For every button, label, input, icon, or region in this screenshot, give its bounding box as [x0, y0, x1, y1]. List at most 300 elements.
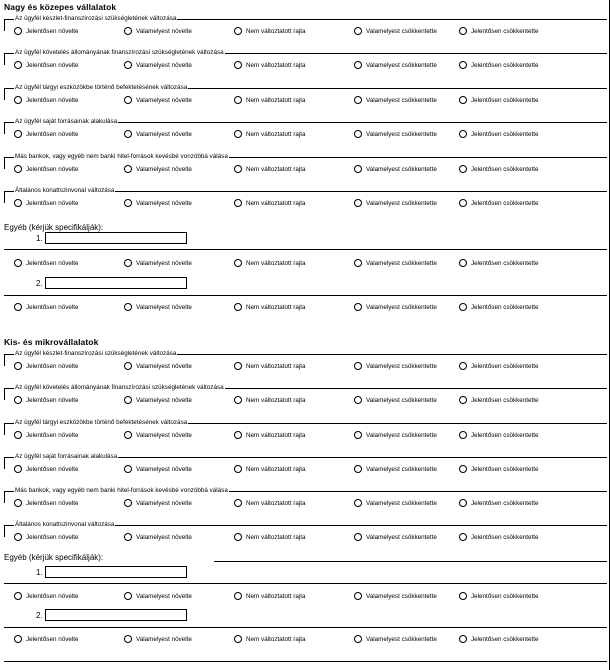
radio-circle-icon[interactable] [234, 199, 242, 207]
radio-circle-icon[interactable] [459, 465, 467, 473]
divider [4, 627, 607, 628]
radio-circle-icon[interactable] [124, 130, 132, 138]
other-item-number: 2. [36, 278, 43, 288]
radio-option[interactable] [124, 257, 192, 269]
question-group [4, 521, 607, 543]
radio-circle-icon[interactable] [234, 635, 242, 643]
option-label: Jelentősen növelte [26, 259, 79, 267]
radio-option[interactable] [234, 25, 306, 37]
other-text-input[interactable] [45, 232, 187, 244]
option-label: Valamelyest növelte [136, 635, 192, 643]
option-label: Jelentősen növelte [26, 96, 79, 104]
option-label: Jelentősen növelte [26, 592, 79, 600]
radio-circle-icon[interactable] [354, 130, 362, 138]
question-label: Általános konattszinvonal változása [15, 187, 115, 194]
radio-option[interactable] [354, 429, 437, 441]
option-label: Jelentősen növelte [26, 533, 79, 541]
radio-circle-icon[interactable] [354, 259, 362, 267]
question-label: Az ügyfél készlet-finanszírozási szükségletének változása [15, 15, 177, 22]
option-label: Valamelyest csökkentette [366, 130, 437, 138]
radio-circle-icon[interactable] [124, 635, 132, 643]
option-label: Valamelyest csökkentette [366, 27, 437, 35]
option-label: Nem változtatott rajta [246, 259, 306, 267]
radio-circle-icon[interactable] [124, 362, 132, 370]
radio-circle-icon[interactable] [124, 259, 132, 267]
section-title-small-micro: Kis- és mikrovállalatok [4, 337, 99, 347]
option-label: Jelentősen növelte [26, 499, 79, 507]
option-label: Nem változtatott rajta [246, 533, 306, 541]
radio-option[interactable] [459, 59, 539, 71]
divider [4, 249, 607, 250]
radio-option[interactable] [14, 257, 79, 269]
radio-option[interactable] [124, 59, 192, 71]
group-border [4, 19, 5, 31]
question-group [4, 153, 607, 175]
radio-circle-icon[interactable] [354, 362, 362, 370]
option-label: Jelentősen növelte [26, 635, 79, 643]
radio-circle-icon[interactable] [234, 592, 242, 600]
radio-circle-icon[interactable] [124, 165, 132, 173]
radio-circle-icon[interactable] [459, 130, 467, 138]
question-label: Más bankok, vagy egyéb nem banki hitel-források kevésbé vonzóbbá válása [15, 487, 228, 494]
radio-circle-icon[interactable] [14, 592, 22, 600]
option-label: Jelentősen csökkentette [471, 303, 539, 311]
radio-circle-icon[interactable] [14, 199, 22, 207]
radio-option[interactable] [124, 394, 192, 406]
radio-option[interactable] [459, 301, 539, 313]
group-border [4, 157, 5, 169]
radio-circle-icon[interactable] [124, 533, 132, 541]
radio-circle-icon[interactable] [234, 533, 242, 541]
radio-circle-icon[interactable] [459, 165, 467, 173]
question-group [4, 384, 607, 406]
question-label: Az ügyfél követelés állományának finanszírozási szükségletének változása [15, 49, 224, 56]
radio-circle-icon[interactable] [354, 396, 362, 404]
option-label: Jelentősen csökkentette [471, 592, 539, 600]
radio-circle-icon[interactable] [354, 635, 362, 643]
radio-circle-icon[interactable] [124, 431, 132, 439]
option-label: Jelentősen csökkentette [471, 259, 539, 267]
radio-option[interactable] [234, 531, 306, 543]
radio-option[interactable] [459, 497, 539, 509]
radio-option[interactable] [14, 197, 79, 209]
radio-circle-icon[interactable] [124, 303, 132, 311]
radio-option[interactable] [234, 463, 306, 475]
radio-circle-icon[interactable] [459, 431, 467, 439]
option-label: Jelentősen csökkentette [471, 533, 539, 541]
other-text-input[interactable] [45, 609, 187, 621]
option-label: Jelentősen növelte [26, 61, 79, 69]
radio-circle-icon[interactable] [459, 27, 467, 35]
radio-option[interactable] [14, 360, 79, 372]
radio-option[interactable] [459, 257, 539, 269]
group-border [4, 354, 5, 366]
radio-option[interactable] [124, 590, 192, 602]
option-label: Jelentősen növelte [26, 431, 79, 439]
radio-option[interactable] [234, 497, 306, 509]
other-label: Egyéb (kérjük specifikálják): [4, 223, 104, 232]
radio-option[interactable] [354, 590, 437, 602]
radio-option[interactable] [459, 163, 539, 175]
radio-circle-icon[interactable] [14, 27, 22, 35]
radio-circle-icon[interactable] [459, 635, 467, 643]
radio-option[interactable] [459, 429, 539, 441]
group-border [4, 491, 5, 503]
radio-option[interactable] [354, 128, 437, 140]
radio-circle-icon[interactable] [354, 199, 362, 207]
section-title-large-medium: Nagy és közepes vállalatok [4, 2, 117, 12]
radio-circle-icon[interactable] [459, 303, 467, 311]
option-label: Valamelyest csökkentette [366, 165, 437, 173]
radio-circle-icon[interactable] [14, 431, 22, 439]
radio-option[interactable] [124, 301, 192, 313]
option-label: Valamelyest csökkentette [366, 592, 437, 600]
option-label: Valamelyest növelte [136, 130, 192, 138]
radio-option[interactable] [354, 197, 437, 209]
radio-circle-icon[interactable] [234, 362, 242, 370]
radio-option[interactable] [354, 497, 437, 509]
option-label: Valamelyest növelte [136, 199, 192, 207]
radio-option[interactable] [124, 94, 192, 106]
radio-circle-icon[interactable] [459, 199, 467, 207]
radio-option[interactable] [234, 163, 306, 175]
radio-circle-icon[interactable] [234, 96, 242, 104]
radio-option[interactable] [234, 94, 306, 106]
radio-circle-icon[interactable] [234, 27, 242, 35]
radio-option[interactable] [354, 463, 437, 475]
group-border [4, 88, 5, 100]
radio-circle-icon[interactable] [459, 533, 467, 541]
radio-option[interactable] [459, 197, 539, 209]
radio-option[interactable] [234, 394, 306, 406]
option-label: Jelentősen csökkentette [471, 362, 539, 370]
radio-circle-icon[interactable] [124, 499, 132, 507]
radio-circle-icon[interactable] [354, 61, 362, 69]
other-item-number: 1. [36, 233, 43, 243]
other-item-number: 1. [36, 567, 43, 577]
option-label: Valamelyest növelte [136, 431, 192, 439]
option-label: Valamelyest csökkentette [366, 61, 437, 69]
radio-circle-icon[interactable] [354, 533, 362, 541]
option-label: Nem változtatott rajta [246, 61, 306, 69]
radio-circle-icon[interactable] [14, 362, 22, 370]
radio-circle-icon[interactable] [124, 27, 132, 35]
radio-option[interactable] [14, 633, 79, 645]
option-label: Jelentősen növelte [26, 396, 79, 404]
question-label: Általános konattszinvonal változása [15, 521, 115, 528]
radio-circle-icon[interactable] [14, 533, 22, 541]
radio-circle-icon[interactable] [124, 96, 132, 104]
option-label: Jelentősen csökkentette [471, 431, 539, 439]
radio-circle-icon[interactable] [354, 465, 362, 473]
option-label: Valamelyest növelte [136, 165, 192, 173]
radio-option[interactable] [354, 633, 437, 645]
other-options-row [14, 633, 604, 645]
option-label: Valamelyest növelte [136, 61, 192, 69]
radio-option[interactable] [124, 429, 192, 441]
question-group [4, 419, 607, 441]
radio-circle-icon[interactable] [14, 130, 22, 138]
option-label: Nem változtatott rajta [246, 130, 306, 138]
radio-circle-icon[interactable] [14, 499, 22, 507]
radio-circle-icon[interactable] [124, 592, 132, 600]
option-label: Valamelyest növelte [136, 303, 192, 311]
group-border [4, 457, 5, 469]
radio-circle-icon[interactable] [234, 259, 242, 267]
option-label: Valamelyest csökkentette [366, 96, 437, 104]
option-label: Valamelyest csökkentette [366, 259, 437, 267]
radio-option[interactable] [124, 128, 192, 140]
option-label: Valamelyest csökkentette [366, 199, 437, 207]
question-group [4, 453, 607, 475]
option-label: Valamelyest csökkentette [366, 499, 437, 507]
divider [214, 561, 607, 562]
question-group [4, 118, 607, 140]
other-item-1 [36, 566, 187, 578]
option-label: Jelentősen növelte [26, 362, 79, 370]
radio-circle-icon[interactable] [459, 499, 467, 507]
other-label: Egyéb (kérjük specifikálják): [4, 553, 104, 562]
radio-option[interactable] [459, 590, 539, 602]
radio-option[interactable] [459, 463, 539, 475]
option-label: Valamelyest növelte [136, 96, 192, 104]
radio-circle-icon[interactable] [14, 465, 22, 473]
radio-circle-icon[interactable] [354, 431, 362, 439]
radio-option[interactable] [354, 25, 437, 37]
divider [4, 295, 607, 296]
radio-option[interactable] [459, 25, 539, 37]
radio-option[interactable] [14, 429, 79, 441]
question-label: Az ügyfél követelés állományának finanszírozási szükségletének változása [15, 384, 224, 391]
radio-option[interactable] [14, 25, 79, 37]
other-options-row [14, 301, 604, 313]
radio-circle-icon[interactable] [14, 165, 22, 173]
question-group [4, 15, 607, 37]
question-group [4, 84, 607, 106]
option-label: Jelentősen csökkentette [471, 465, 539, 473]
option-label: Jelentősen csökkentette [471, 165, 539, 173]
option-label: Jelentősen csökkentette [471, 130, 539, 138]
radio-option[interactable] [14, 128, 79, 140]
group-border [4, 525, 5, 537]
radio-option[interactable] [459, 394, 539, 406]
option-label: Valamelyest csökkentette [366, 396, 437, 404]
radio-option[interactable] [14, 394, 79, 406]
radio-circle-icon[interactable] [234, 431, 242, 439]
question-label: Más bankok, vagy egyéb nem banki hitel-források kevésbé vonzóbbá válása [15, 153, 228, 160]
radio-option[interactable] [124, 163, 192, 175]
radio-circle-icon[interactable] [354, 592, 362, 600]
option-label: Jelentősen csökkentette [471, 499, 539, 507]
radio-option[interactable] [124, 633, 192, 645]
radio-option[interactable] [459, 531, 539, 543]
option-label: Nem változtatott rajta [246, 499, 306, 507]
radio-circle-icon[interactable] [459, 592, 467, 600]
radio-circle-icon[interactable] [459, 61, 467, 69]
other-options-row [14, 590, 604, 602]
option-label: Jelentősen csökkentette [471, 635, 539, 643]
option-label: Valamelyest növelte [136, 465, 192, 473]
radio-circle-icon[interactable] [14, 396, 22, 404]
radio-circle-icon[interactable] [14, 259, 22, 267]
option-label: Nem változtatott rajta [246, 165, 306, 173]
radio-option[interactable] [124, 25, 192, 37]
radio-option[interactable] [14, 531, 79, 543]
radio-option[interactable] [354, 531, 437, 543]
option-label: Nem változtatott rajta [246, 27, 306, 35]
radio-circle-icon[interactable] [354, 165, 362, 173]
group-border [4, 122, 5, 134]
option-label: Jelentősen csökkentette [471, 199, 539, 207]
radio-option[interactable] [14, 463, 79, 475]
option-label: Valamelyest csökkentette [366, 465, 437, 473]
radio-circle-icon[interactable] [14, 61, 22, 69]
radio-circle-icon[interactable] [459, 362, 467, 370]
radio-circle-icon[interactable] [124, 199, 132, 207]
option-label: Jelentősen növelte [26, 465, 79, 473]
option-label: Valamelyest csökkentette [366, 303, 437, 311]
group-border [4, 388, 5, 400]
other-item-1 [36, 232, 187, 244]
option-label: Nem változtatott rajta [246, 199, 306, 207]
other-item-2 [36, 277, 187, 289]
radio-circle-icon[interactable] [124, 61, 132, 69]
question-label: Az ügyfél saját forrásainak alakulása [15, 453, 118, 460]
radio-option[interactable] [354, 163, 437, 175]
question-group [4, 49, 607, 71]
question-group [4, 487, 607, 509]
option-label: Valamelyest növelte [136, 27, 192, 35]
option-label: Valamelyest csökkentette [366, 635, 437, 643]
question-label: Az ügyfél készlet-finanszírozási szükségletének változása [15, 350, 177, 357]
radio-option[interactable] [459, 360, 539, 372]
radio-option[interactable] [124, 531, 192, 543]
option-label: Jelentősen növelte [26, 199, 79, 207]
radio-option[interactable] [124, 197, 192, 209]
radio-option[interactable] [14, 590, 79, 602]
radio-option[interactable] [354, 360, 437, 372]
option-label: Nem változtatott rajta [246, 465, 306, 473]
radio-option[interactable] [14, 59, 79, 71]
option-label: Jelentősen növelte [26, 130, 79, 138]
radio-circle-icon[interactable] [124, 465, 132, 473]
radio-option[interactable] [234, 301, 306, 313]
radio-circle-icon[interactable] [354, 499, 362, 507]
option-label: Nem változtatott rajta [246, 96, 306, 104]
radio-option[interactable] [234, 197, 306, 209]
divider [4, 661, 607, 662]
radio-option[interactable] [124, 360, 192, 372]
radio-option[interactable] [459, 128, 539, 140]
radio-circle-icon[interactable] [234, 465, 242, 473]
radio-circle-icon[interactable] [459, 259, 467, 267]
question-label: Az ügyfél tárgyi eszközökbe történő befektetésének változása [15, 419, 188, 426]
radio-option[interactable] [124, 463, 192, 475]
radio-circle-icon[interactable] [14, 303, 22, 311]
option-label: Nem változtatott rajta [246, 362, 306, 370]
group-border [4, 423, 5, 435]
radio-option[interactable] [354, 59, 437, 71]
radio-option[interactable] [14, 163, 79, 175]
option-label: Jelentősen csökkentette [471, 27, 539, 35]
option-label: Valamelyest növelte [136, 499, 192, 507]
radio-option[interactable] [14, 94, 79, 106]
option-label: Valamelyest csökkentette [366, 431, 437, 439]
group-border [4, 53, 5, 65]
question-group [4, 187, 607, 209]
option-label: Jelentősen növelte [26, 27, 79, 35]
option-label: Jelentősen csökkentette [471, 61, 539, 69]
option-label: Valamelyest növelte [136, 533, 192, 541]
option-label: Nem változtatott rajta [246, 396, 306, 404]
question-label: Az ügyfél saját forrásainak alakulása [15, 118, 118, 125]
radio-option[interactable] [14, 301, 79, 313]
radio-option[interactable] [354, 94, 437, 106]
radio-circle-icon[interactable] [234, 61, 242, 69]
radio-circle-icon[interactable] [234, 396, 242, 404]
other-text-input[interactable] [45, 277, 187, 289]
radio-circle-icon[interactable] [234, 165, 242, 173]
radio-circle-icon[interactable] [234, 130, 242, 138]
option-label: Jelentősen növelte [26, 303, 79, 311]
radio-option[interactable] [234, 257, 306, 269]
radio-option[interactable] [124, 497, 192, 509]
radio-circle-icon[interactable] [14, 635, 22, 643]
radio-option[interactable] [459, 633, 539, 645]
radio-circle-icon[interactable] [459, 396, 467, 404]
group-border [4, 191, 5, 203]
divider [4, 583, 607, 584]
radio-circle-icon[interactable] [354, 96, 362, 104]
radio-option[interactable] [354, 257, 437, 269]
radio-circle-icon[interactable] [354, 303, 362, 311]
radio-option[interactable] [354, 394, 437, 406]
radio-circle-icon[interactable] [234, 499, 242, 507]
option-label: Valamelyest növelte [136, 362, 192, 370]
option-label: Jelentősen csökkentette [471, 96, 539, 104]
radio-circle-icon[interactable] [459, 96, 467, 104]
radio-option[interactable] [234, 590, 306, 602]
radio-option[interactable] [234, 59, 306, 71]
option-label: Nem változtatott rajta [246, 635, 306, 643]
option-label: Jelentősen csökkentette [471, 396, 539, 404]
radio-option[interactable] [234, 360, 306, 372]
option-label: Valamelyest növelte [136, 396, 192, 404]
question-label: Az ügyfél tárgyi eszközökbe történő befektetésének változása [15, 84, 188, 91]
radio-circle-icon[interactable] [354, 27, 362, 35]
radio-option[interactable] [234, 128, 306, 140]
option-label: Valamelyest csökkentette [366, 533, 437, 541]
radio-option[interactable] [234, 633, 306, 645]
question-group [4, 350, 607, 372]
radio-circle-icon[interactable] [14, 96, 22, 104]
radio-circle-icon[interactable] [124, 396, 132, 404]
option-label: Jelentősen növelte [26, 165, 79, 173]
radio-option[interactable] [354, 301, 437, 313]
other-text-input[interactable] [45, 566, 187, 578]
option-label: Nem változtatott rajta [246, 303, 306, 311]
other-item-2 [36, 609, 187, 621]
radio-option[interactable] [459, 94, 539, 106]
radio-circle-icon[interactable] [234, 303, 242, 311]
page-right-border [609, 0, 610, 670]
other-item-number: 2. [36, 610, 43, 620]
radio-option[interactable] [234, 429, 306, 441]
option-label: Valamelyest csökkentette [366, 362, 437, 370]
option-label: Valamelyest növelte [136, 592, 192, 600]
radio-option[interactable] [14, 497, 79, 509]
other-options-row [14, 257, 604, 269]
